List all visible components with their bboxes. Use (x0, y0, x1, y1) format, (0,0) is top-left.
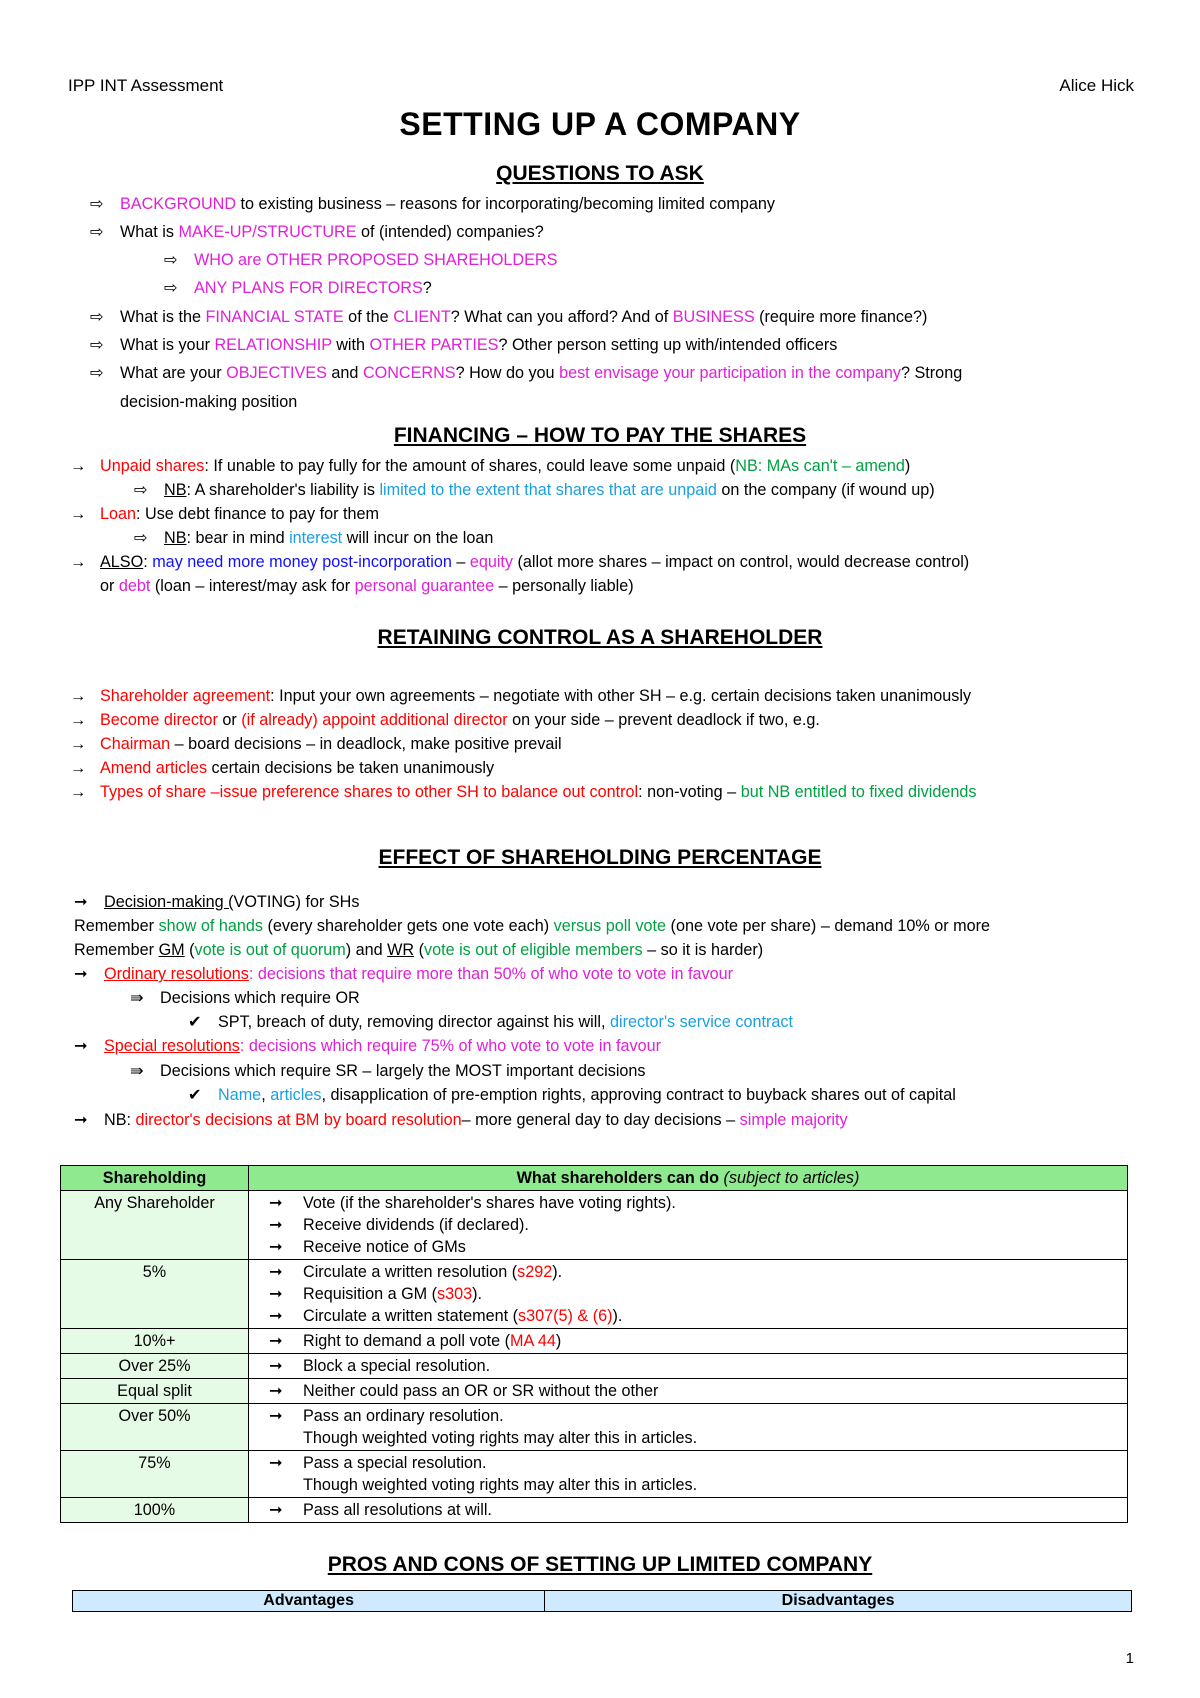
header-left: IPP INT Assessment (68, 76, 224, 95)
shareholding-cell: Over 50% (61, 1404, 249, 1451)
pros-cons-table (72, 1590, 1132, 1612)
page-number: 1 (1125, 1650, 1134, 1667)
financing-item: → Loan: Use debt finance to pay for them (70, 505, 379, 523)
rights-cell: ➞ Neither could pass an OR or SR without the other (249, 1379, 1128, 1404)
table-row (61, 1329, 1128, 1354)
financing-item-continuation: or debt (loan – interest/may ask for personal guarantee – personally liable) (100, 577, 634, 595)
effect-line: Remember GM (vote is out of quorum) and WR (vote is out of eligible members – so it is harder) (74, 941, 764, 959)
rights-cell: ➞ Block a special resolution. (249, 1354, 1128, 1379)
question-item: ⇨ BACKGROUND to existing business – reasons for incorporating/becoming limited company (90, 195, 775, 213)
effect-item: ➞ Decision-making (VOTING) for SHs (74, 893, 360, 911)
shareholding-cell: 10%+ (61, 1329, 249, 1354)
effect-line: Remember show of hands (every shareholder gets one vote each) versus poll vote (one vote per share) – demand 10% or more (74, 917, 990, 935)
col-what-can-do: What shareholders can do (subject to articles) (249, 1166, 1128, 1191)
table-row (61, 1191, 1128, 1260)
retaining-item: → Become director or (if already) appoint additional director on your side – prevent deadlock if two, e.g. (70, 711, 820, 729)
table-row (61, 1260, 1128, 1329)
effect-item: ➞ NB: director's decisions at BM by board resolution– more general day to day decisions – simple majority (74, 1111, 848, 1129)
col-advantages: Advantages (73, 1591, 545, 1612)
shareholding-cell: 5% (61, 1260, 249, 1329)
rights-cell: ➞ Circulate a written resolution (s292). ➞ Requisition a GM (s303). ➞ Circulate a written statement (s307(5) & (6)). (249, 1260, 1128, 1329)
rights-cell: ➞ Pass all resolutions at will. (249, 1498, 1128, 1523)
section-questions-heading: QUESTIONS TO ASK (496, 162, 704, 185)
question-item: ⇨ What is the FINANCIAL STATE of the CLIENT? What can you afford? And of BUSINESS (require more finance?) (90, 308, 928, 326)
question-subitem: ⇨ ANY PLANS FOR DIRECTORS? (164, 279, 432, 297)
question-item: ⇨ What are your OBJECTIVES and CONCERNS? How do you best envisage your participation in the company? Strong (90, 364, 963, 382)
question-item: ⇨ What is MAKE-UP/STRUCTURE of (intended) companies? (90, 223, 544, 241)
rights-cell: ➞ Pass a special resolution. Though weighted voting rights may alter this in articles. (249, 1451, 1128, 1498)
rights-cell: ➞ Right to demand a poll vote (MA 44) (249, 1329, 1128, 1354)
financing-item: → Unpaid shares: If unable to pay fully for the amount of shares, could leave some unpaid (NB: MAs can't – amend) (70, 457, 911, 475)
rights-cell: ➞ Pass an ordinary resolution. Though weighted voting rights may alter this in articles. (249, 1404, 1128, 1451)
page-title: SETTING UP A COMPANY (399, 106, 801, 142)
section-pros-cons-heading: PROS AND CONS OF SETTING UP LIMITED COMPANY (327, 1553, 873, 1576)
effect-check-item: ✔ Name, articles, disapplication of pre-emption rights, approving contract to buyback shares out of capital (188, 1086, 956, 1104)
shareholding-cell: 100% (61, 1498, 249, 1523)
shareholding-cell: Any Shareholder (61, 1191, 249, 1260)
shareholding-cell: Equal split (61, 1379, 249, 1404)
header-right: Alice Hick (1059, 76, 1134, 95)
table-row (61, 1451, 1128, 1498)
question-item-continuation: decision-making position (120, 393, 298, 411)
shareholding-cell: 75% (61, 1451, 249, 1498)
section-retaining-heading: RETAINING CONTROL AS A SHAREHOLDER (377, 626, 823, 649)
financing-subitem: ⇨ NB: A shareholder's liability is limited to the extent that shares that are unpaid on the company (if wound up) (134, 481, 935, 499)
shareholding-cell: Over 25% (61, 1354, 249, 1379)
effect-item: ➞ Ordinary resolutions: decisions that require more than 50% of who vote to vote in favour (74, 965, 733, 983)
retaining-item: → Chairman – board decisions – in deadlock, make positive prevail (70, 735, 562, 753)
table-header-row (61, 1166, 1128, 1191)
question-item: ⇨ What is your RELATIONSHIP with OTHER PARTIES? Other person setting up with/intended officers (90, 336, 838, 354)
financing-item: → ALSO: may need more money post-incorporation – equity (allot more shares – impact on control, would decrease control) (70, 553, 970, 571)
financing-subitem: ⇨ NB: bear in mind interest will incur on the loan (134, 529, 494, 547)
effect-item: ➞ Special resolutions: decisions which require 75% of who vote to vote in favour (74, 1037, 661, 1055)
retaining-item: → Types of share –issue preference shares to other SH to balance out control: non-voting – but NB entitled to fixed dividends (70, 783, 977, 801)
retaining-item: → Amend articles certain decisions be taken unanimously (70, 759, 495, 777)
effect-subitem: ⇛ Decisions which require SR – largely the MOST important decisions (130, 1062, 646, 1080)
section-effect-heading: EFFECT OF SHAREHOLDING PERCENTAGE (378, 846, 822, 869)
question-subitem: ⇨ WHO are OTHER PROPOSED SHAREHOLDERS (164, 251, 558, 269)
table-row (61, 1354, 1128, 1379)
table-row (61, 1498, 1128, 1523)
section-financing-heading: FINANCING – HOW TO PAY THE SHARES (393, 424, 807, 447)
retaining-item: → Shareholder agreement: Input your own agreements – negotiate with other SH – e.g. certain decisions taken unanimously (70, 687, 972, 705)
shareholding-table (60, 1165, 1128, 1523)
table-row (61, 1404, 1128, 1451)
table-row (61, 1379, 1128, 1404)
col-disadvantages: Disadvantages (545, 1591, 1132, 1612)
rights-cell: ➞ Vote (if the shareholder's shares have voting rights). ➞ Receive dividends (if declared). ➞ Receive notice of GMs (249, 1191, 1128, 1260)
effect-check-item: ✔ SPT, breach of duty, removing director against his will, director's service contract (188, 1013, 793, 1031)
effect-subitem: ⇛ Decisions which require OR (130, 989, 360, 1007)
col-shareholding: Shareholding (61, 1166, 249, 1191)
